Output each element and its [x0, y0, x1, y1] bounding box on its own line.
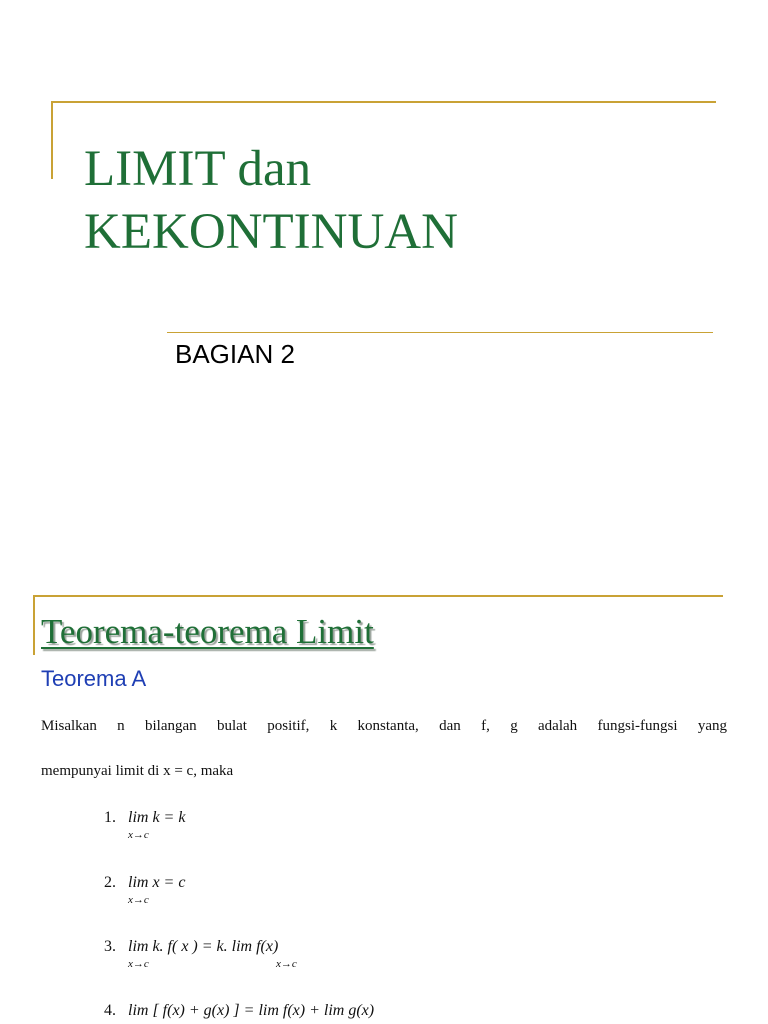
rule-expression: lim k. f( x ) = k. lim f(x) — [128, 938, 279, 955]
slide-subtitle: BAGIAN 2 — [175, 339, 295, 369]
title-frame-left-line — [51, 101, 53, 179]
title-frame-top-line — [51, 101, 716, 103]
theorem-heading: Teorema A — [41, 666, 147, 691]
limit-rule-4 — [104, 1002, 374, 1020]
rule-subscript: x→c — [128, 894, 149, 906]
rule-number: 2. — [104, 874, 116, 891]
rule-number: 1. — [104, 809, 116, 826]
slide-title: Teorema-teorema Limit — [41, 612, 374, 651]
title-frame-left-line — [33, 595, 35, 655]
rule-subscript: x→c — [128, 958, 149, 970]
rule-subscript-second: x→c — [276, 958, 297, 970]
limit-rule-1 — [104, 809, 186, 841]
subtitle-divider — [167, 332, 713, 333]
slide-2 — [0, 560, 768, 1024]
theorem-paragraph-line-2: mempunyai limit di x = c, maka — [41, 763, 234, 779]
rule-subscript: x→c — [128, 829, 149, 841]
rule-number: 3. — [104, 938, 116, 955]
rule-number: 4. — [104, 1002, 116, 1019]
slide-title-line-1: LIMIT dan — [84, 141, 312, 197]
slide-title-line-2: KEKONTINUAN — [84, 204, 458, 260]
rule-expression: lim x = c — [128, 874, 186, 891]
title-frame-top-line — [33, 595, 723, 597]
theorem-paragraph-line-1: Misalkan n bilangan bulat positif, k konstanta, dan f, g adalah fungsi-fungsi yang — [41, 718, 727, 734]
limit-rule-3 — [104, 938, 297, 970]
slide-title — [84, 138, 704, 264]
rule-expression: lim k = k — [128, 809, 186, 826]
limit-rule-2 — [104, 874, 186, 906]
rule-expression: lim [ f(x) + g(x) ] = lim f(x) + lim g(x) — [128, 1002, 375, 1019]
